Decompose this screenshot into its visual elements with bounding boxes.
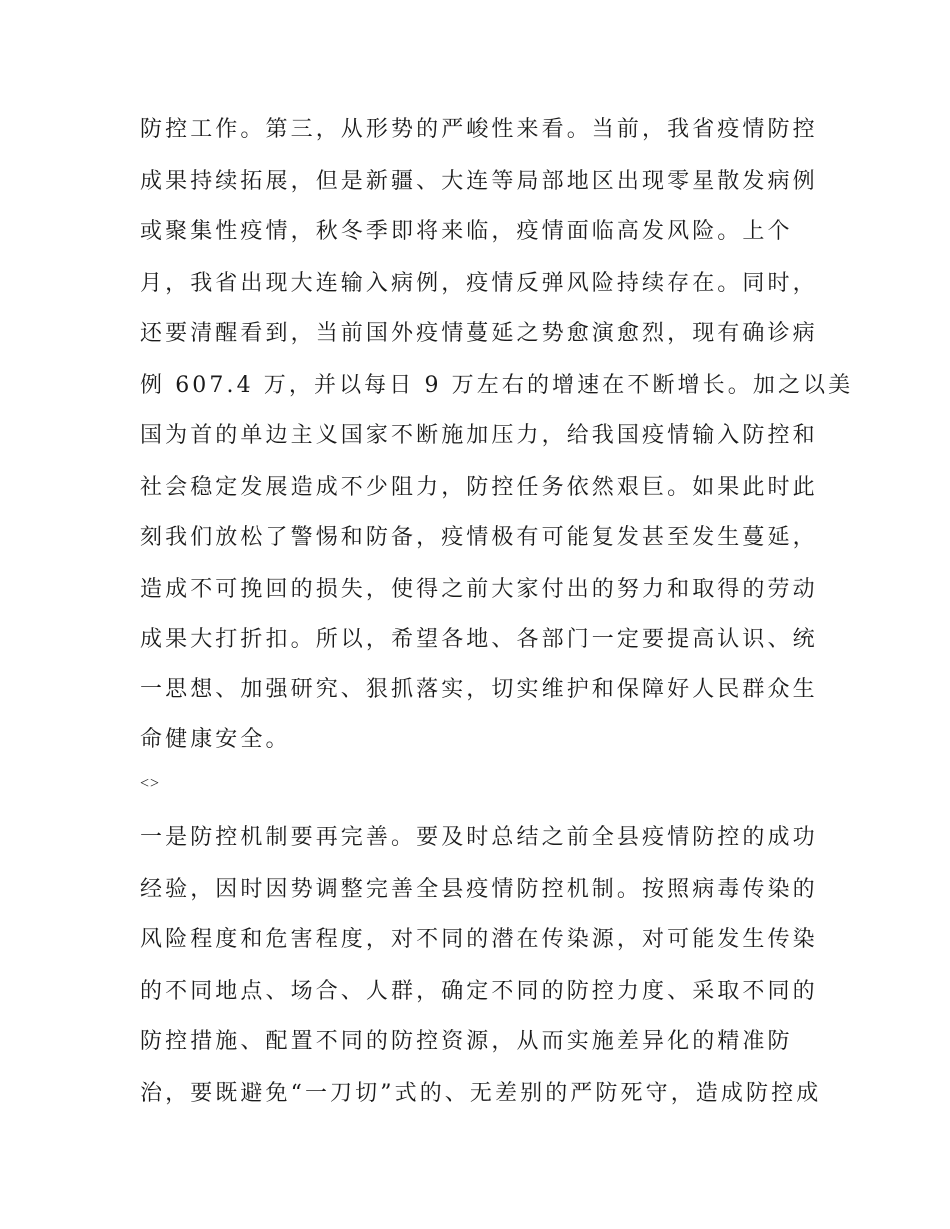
paragraph-1-line: 国为首的单边主义国家不断施加压力，给我国疫情输入防控和 (140, 423, 818, 448)
paragraph-2-line: 一是防控机制要再完善。要及时总结之前全县疫情防控的成功 (140, 825, 818, 850)
paragraph-1-line: 防控工作。第三，从形势的严峻性来看。当前，我省疫情防控 (140, 117, 818, 142)
paragraph-1-line: 社会稳定发展造成不少阻力，防控任务依然艰巨。如果此时此 (140, 475, 818, 500)
paragraph-2-line: 经验，因时因势调整完善全县疫情防控机制。按照病毒传染的 (140, 877, 818, 902)
paragraph-1-line: 成果持续拓展，但是新疆、大连等局部地区出现零星散发病例 (140, 169, 818, 194)
section-marker: <> (140, 775, 161, 792)
paragraph-2-line: 治，要既避免“一刀切”式的、无差别的严防死守，造成防控成 (140, 1081, 822, 1106)
paragraph-2-line: 的不同地点、场合、人群，确定不同的防控力度、采取不同的 (140, 979, 818, 1004)
paragraph-1-line: 成果大打折扣。所以，希望各地、各部门一定要提高认识、统 (140, 627, 818, 652)
paragraph-1-line: 例 607.4 万，并以每日 9 万左右的增速在不断增长。加之以美 (140, 373, 854, 398)
paragraph-1-line: 造成不可挽回的损失，使得之前大家付出的努力和取得的劳动 (140, 577, 818, 602)
paragraph-1-line: 月，我省出现大连输入病例，疫情反弹风险持续存在。同时， (140, 271, 818, 296)
paragraph-2-line: 风险程度和危害程度，对不同的潜在传染源，对可能发生传染 (140, 927, 818, 952)
paragraph-2-line: 防控措施、配置不同的防控资源，从而实施差异化的精准防 (140, 1029, 793, 1054)
paragraph-1-line: 一思想、加强研究、狠抓落实，切实维护和保障好人民群众生 (140, 677, 818, 702)
paragraph-1-line: 或聚集性疫情，秋冬季即将来临，疫情面临高发风险。上个 (140, 219, 793, 244)
paragraph-1-line: 命健康安全。 (140, 727, 291, 752)
paragraph-1-line: 还要清醒看到，当前国外疫情蔓延之势愈演愈烈，现有确诊病 (140, 321, 818, 346)
paragraph-1-line: 刻我们放松了警惕和防备，疫情极有可能复发甚至发生蔓延， (140, 525, 818, 550)
